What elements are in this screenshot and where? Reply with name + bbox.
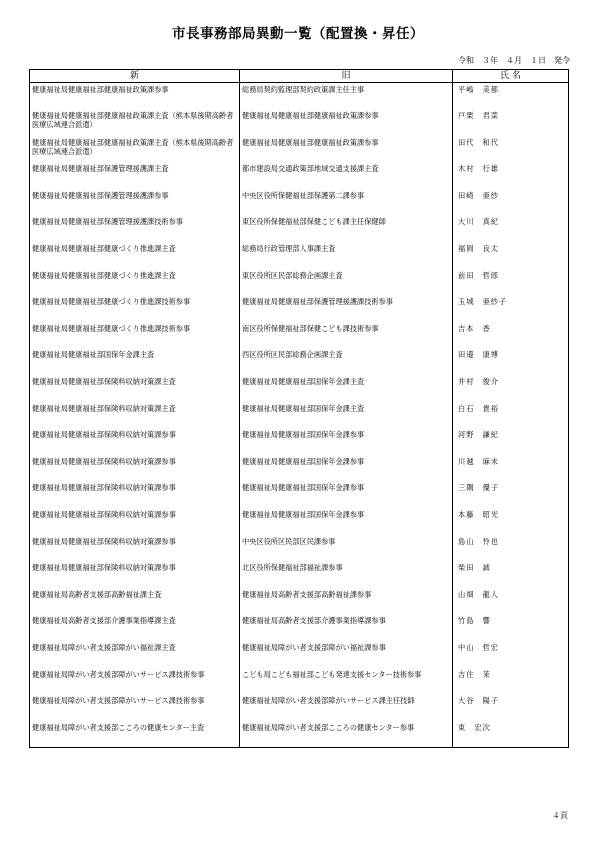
table-row <box>30 189 569 216</box>
transfer-table <box>29 69 569 748</box>
cell-person-name: 河野 謙紀 <box>453 428 569 455</box>
cell-person-name: 島山 怜也 <box>453 535 569 562</box>
cell-old-position: 健康福祉局障がい者支援部こころの健康センター参事 <box>240 721 453 748</box>
cell-old-position: 健康福祉局健康福祉部健康福祉政策課参事 <box>240 136 453 163</box>
cell-person-name: 戸栗 君菜 <box>453 109 569 136</box>
cell-old-position: 健康福祉局健康福祉部国保年金課主査 <box>240 375 453 402</box>
table-row <box>30 215 569 242</box>
column-header-old: 旧 <box>240 70 453 83</box>
table-row <box>30 561 569 588</box>
table-row <box>30 588 569 615</box>
cell-person-name: 大谷 陽子 <box>453 694 569 721</box>
cell-person-name: 竹島 響 <box>453 614 569 641</box>
cell-old-position: こども局こども福祉部こども発達支援センター技術参事 <box>240 668 453 695</box>
table-row <box>30 694 569 721</box>
cell-old-position: 健康福祉局健康福祉部国保年金課主査 <box>240 402 453 429</box>
cell-new-position: 健康福祉局健康福祉部保護管理援護課技術参事 <box>30 215 240 242</box>
cell-new-position: 健康福祉局健康福祉部保険料収納対策課主査 <box>30 375 240 402</box>
cell-new-position: 健康福祉局健康福祉部保護管理援護課主査 <box>30 162 240 189</box>
cell-new-position: 健康福祉局健康福祉部保険料収納対策課参事 <box>30 455 240 482</box>
cell-new-position: 健康福祉局健康福祉部保険料収納対策課参事 <box>30 428 240 455</box>
cell-person-name: 大川 真紀 <box>453 215 569 242</box>
cell-person-name: 柴田 誠 <box>453 561 569 588</box>
table-row <box>30 428 569 455</box>
cell-new-position: 健康福祉局健康福祉部健康づくり推進課主査 <box>30 242 240 269</box>
cell-new-position: 健康福祉局健康福祉部健康づくり推進課技術参事 <box>30 295 240 322</box>
cell-old-position: 健康福祉局高齢者支援部介護事業指導課参事 <box>240 614 453 641</box>
cell-new-position: 健康福祉局健康福祉部保険料収納対策課参事 <box>30 561 240 588</box>
table-row <box>30 641 569 668</box>
cell-new-position: 健康福祉局障がい者支援部障がいサービス課技術参事 <box>30 694 240 721</box>
cell-old-position: 健康福祉局障がい者支援部障がいサービス課主任技師 <box>240 694 453 721</box>
cell-new-position: 健康福祉局障がい者支援部障がいサービス課技術参事 <box>30 668 240 695</box>
table-row <box>30 721 569 748</box>
cell-new-position: 健康福祉局健康福祉部健康福祉政策課参事 <box>30 83 240 110</box>
cell-old-position: 都市建設局交通政策部地域交通支援課主査 <box>240 162 453 189</box>
cell-person-name: 山畑 龍人 <box>453 588 569 615</box>
cell-person-name: 木村 行雄 <box>453 162 569 189</box>
cell-person-name: 田代 和代 <box>453 136 569 163</box>
issue-date: 令和 ３年 ４月 １日 発令 <box>458 56 570 65</box>
page-title: 市長事務部局異動一覧（配置換・昇任） <box>172 26 424 42</box>
table-row <box>30 614 569 641</box>
cell-new-position: 健康福祉局健康福祉部健康づくり推進課技術参事 <box>30 322 240 349</box>
cell-person-name: 白石 貴裕 <box>453 402 569 429</box>
table-row <box>30 162 569 189</box>
cell-person-name: 本藤 昭光 <box>453 508 569 535</box>
cell-old-position: 健康福祉局健康福祉部国保年金課参事 <box>240 455 453 482</box>
cell-old-position: 北区役所保健福祉部福祉課参事 <box>240 561 453 588</box>
cell-person-name: 川越 麻未 <box>453 455 569 482</box>
cell-person-name: 中山 哲宏 <box>453 641 569 668</box>
cell-old-position: 健康福祉局健康福祉部健康福祉政策課参事 <box>240 109 453 136</box>
cell-old-position: 健康福祉局障がい者支援部障がい福祉課参事 <box>240 641 453 668</box>
cell-new-position: 健康福祉局健康福祉部保険料収納対策課参事 <box>30 535 240 562</box>
cell-old-position: 西区役所区民部総務企画課主査 <box>240 348 453 375</box>
cell-old-position: 中央区役所区民部区民課参事 <box>240 535 453 562</box>
cell-person-name: 三隅 優子 <box>453 481 569 508</box>
cell-new-position: 健康福祉局健康福祉部保険料収納対策課主査 <box>30 402 240 429</box>
cell-old-position: 総務局契約監理部契約政策課主任主事 <box>240 83 453 110</box>
table-row <box>30 535 569 562</box>
cell-new-position: 健康福祉局高齢者支援部介護事業指導課主査 <box>30 614 240 641</box>
cell-old-position: 健康福祉局高齢者支援部高齢福祉課参事 <box>240 588 453 615</box>
cell-person-name: 田邉 康博 <box>453 348 569 375</box>
cell-new-position: 健康福祉局障がい者支援部障がい福祉課主査 <box>30 641 240 668</box>
table-row <box>30 455 569 482</box>
cell-new-position: 健康福祉局健康福祉部国保年金課主査 <box>30 348 240 375</box>
cell-person-name: 福岡 良太 <box>453 242 569 269</box>
cell-person-name: 平嶋 美都 <box>453 83 569 110</box>
table-row <box>30 508 569 535</box>
table-row <box>30 348 569 375</box>
table-row <box>30 269 569 296</box>
cell-person-name: 前田 哲郎 <box>453 269 569 296</box>
table-row <box>30 322 569 349</box>
cell-old-position: 健康福祉局健康福祉部国保年金課参事 <box>240 481 453 508</box>
table-row <box>30 83 569 110</box>
cell-person-name: 吉住 茉 <box>453 668 569 695</box>
cell-person-name: 井村 俊介 <box>453 375 569 402</box>
table-row <box>30 109 569 136</box>
cell-person-name: 吉本 香 <box>453 322 569 349</box>
table-row <box>30 136 569 163</box>
cell-old-position: 東区役所区民部総務企画課主査 <box>240 269 453 296</box>
cell-new-position: 健康福祉局健康福祉部健康福祉政策課主査（熊本県後期高齢者医療広域連合派遣） <box>30 109 240 136</box>
cell-person-name: 玉城 亜紗子 <box>453 295 569 322</box>
cell-new-position: 健康福祉局健康福祉部保護管理援護課参事 <box>30 189 240 216</box>
cell-new-position: 健康福祉局高齢者支援部高齢福祉課主査 <box>30 588 240 615</box>
column-header-new: 新 <box>30 70 240 83</box>
cell-new-position: 健康福祉局障がい者支援部こころの健康センター主査 <box>30 721 240 748</box>
table-header-row <box>30 70 569 83</box>
cell-new-position: 健康福祉局健康福祉部保険料収納対策課参事 <box>30 481 240 508</box>
cell-new-position: 健康福祉局健康福祉部健康福祉政策課主査（熊本県後期高齢者医療広域連合派遣） <box>30 136 240 163</box>
cell-person-name: 田崎 亜紗 <box>453 189 569 216</box>
table-row <box>30 242 569 269</box>
cell-old-position: 東区役所保健福祉部保健こども課主任保健師 <box>240 215 453 242</box>
table-row <box>30 295 569 322</box>
cell-old-position: 健康福祉局健康福祉部保護管理援護課技術参事 <box>240 295 453 322</box>
table-row <box>30 668 569 695</box>
cell-new-position: 健康福祉局健康福祉部保険料収納対策課参事 <box>30 508 240 535</box>
cell-new-position: 健康福祉局健康福祉部健康づくり推進課主査 <box>30 269 240 296</box>
table-row <box>30 402 569 429</box>
cell-old-position: 総務局行政管理部人事課主査 <box>240 242 453 269</box>
table-row <box>30 375 569 402</box>
cell-old-position: 南区役所保健福祉部保健こども課技術参事 <box>240 322 453 349</box>
cell-person-name: 東 宏次 <box>453 721 569 748</box>
table-row <box>30 481 569 508</box>
page-number: ４頁 <box>552 811 568 820</box>
cell-old-position: 健康福祉局健康福祉部国保年金課参事 <box>240 508 453 535</box>
cell-old-position: 中央区役所保健福祉部保護第二課参事 <box>240 189 453 216</box>
cell-old-position: 健康福祉局健康福祉部国保年金課参事 <box>240 428 453 455</box>
column-header-name: 氏 名 <box>453 70 569 83</box>
